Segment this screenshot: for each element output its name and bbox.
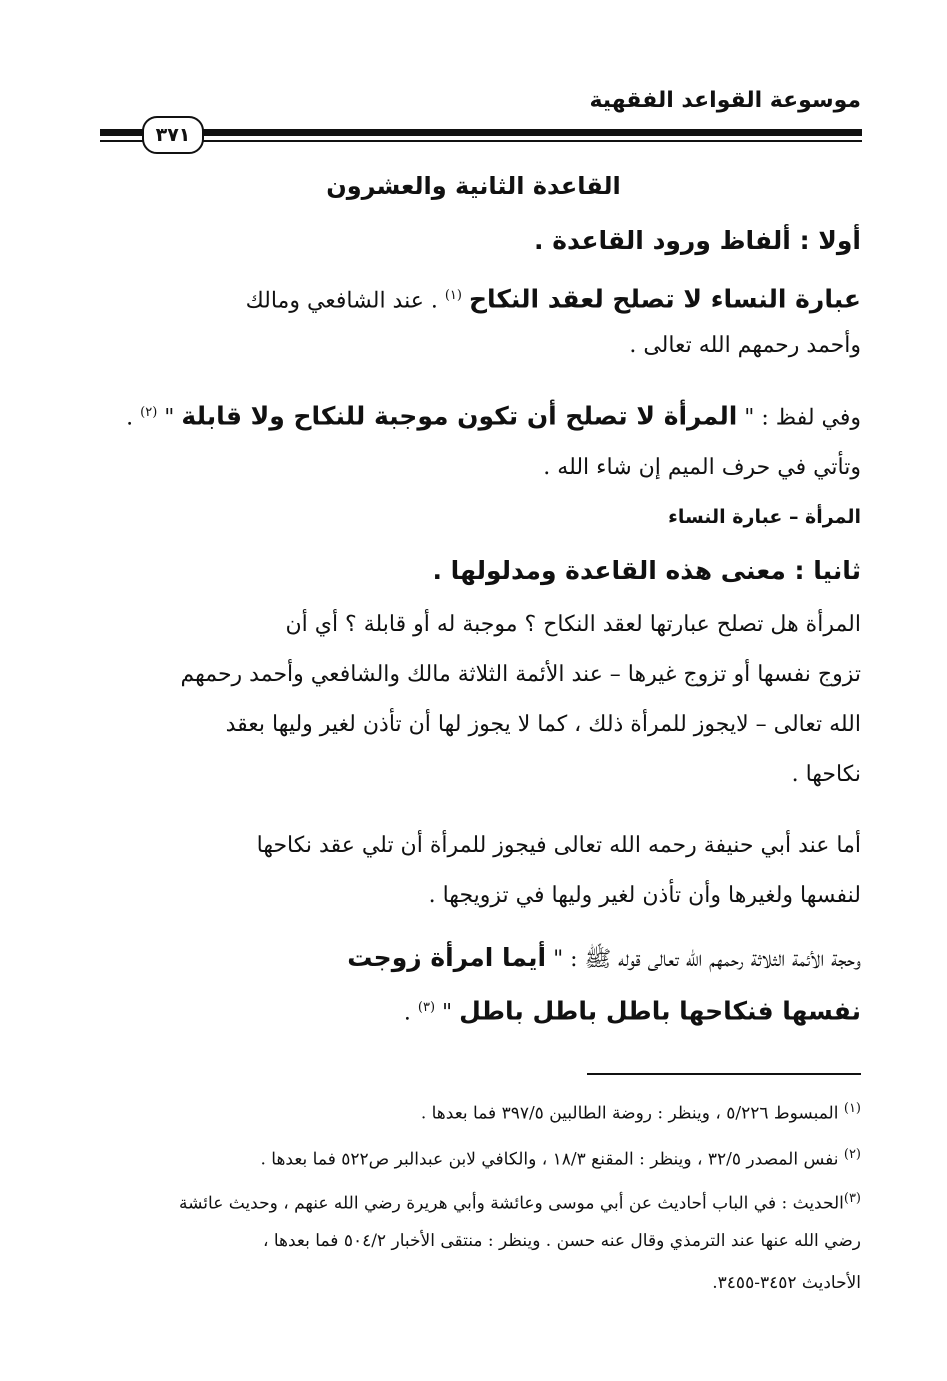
paragraph-line bbox=[100, 983, 861, 1033]
other-wording-bold: المرأة لا تصلح أن تكون موجبة للنكاح ولا قابلة bbox=[181, 401, 738, 431]
hadith-suffix: " bbox=[435, 1000, 460, 1026]
footnote-separator bbox=[587, 1073, 861, 1075]
paragraph-evidence bbox=[100, 933, 861, 1033]
footnote-ref-2[interactable]: (٢) bbox=[140, 405, 158, 420]
header-rule-thin bbox=[100, 140, 862, 142]
hadith-end: . bbox=[403, 1000, 418, 1026]
footnote-line bbox=[100, 1134, 861, 1176]
section-heading-wording: أولا : ألفاظ ورود القاعدة . bbox=[534, 226, 861, 255]
footnote-ref-3[interactable]: (٣) bbox=[417, 1000, 436, 1015]
other-wording-end: . bbox=[126, 405, 141, 431]
hadith-text-part1: أيما امرأة زوجت bbox=[347, 943, 547, 972]
footnote-line bbox=[100, 1178, 861, 1220]
paragraph-line: أما عند أبي حنيفة رحمه الله تعالى فيجوز للمرأة أن تلي عقد نكاحها bbox=[256, 833, 861, 858]
paragraph-line: نكاحها . bbox=[791, 762, 861, 787]
paragraph-line: تزوج نفسها أو تزوج غيرها – عند الأئمة الثلاثة مالك والشافعي وأحمد رحمهم bbox=[180, 662, 861, 687]
footnote-marker: (٣) bbox=[843, 1191, 861, 1206]
rule-statement-rest: . عند الشافعي ومالك bbox=[245, 288, 445, 314]
paragraph-meaning bbox=[100, 600, 861, 800]
rule-title: القاعدة الثانية والعشرون bbox=[326, 172, 621, 200]
evidence-intro: وحجة الأئمة الثلاثة رحمهم الله تعالى قوله ﷺ : " bbox=[546, 947, 861, 972]
paragraph-line bbox=[100, 388, 861, 438]
footnote-text: الحديث : في الباب أحاديث عن أبي موسى وعائشة وأبي هريرة رضي الله عنهم ، وحديث عائشة bbox=[179, 1193, 844, 1214]
paragraph-rule-statement bbox=[100, 271, 861, 371]
other-wording-prefix: وفي لفظ : " bbox=[737, 405, 861, 431]
page-number: ٣٧١ bbox=[142, 116, 204, 154]
header-rule-thick bbox=[100, 129, 862, 136]
paragraph-abu-hanifa bbox=[100, 821, 861, 921]
other-wording-suffix: " bbox=[157, 405, 182, 431]
paragraph-cross-reference bbox=[100, 443, 861, 493]
paragraph-line: المرأة هل تصلح عبارتها لعقد النكاح ؟ موجبة له أو قابلة ؟ أي أن bbox=[285, 612, 861, 637]
section-heading-meaning: ثانيا : معنى هذه القاعدة ومدلولها . bbox=[432, 556, 861, 585]
footnote-text: المبسوط ٥/٢٢٦ ، وينظر : روضة الطالبين ٣٩٧/٥ فما بعدها . bbox=[420, 1103, 839, 1124]
keywords-line: المرأة – عبارة النساء bbox=[668, 506, 861, 528]
footnote-ref-1[interactable]: (١) bbox=[444, 288, 462, 303]
footnote-line bbox=[100, 1088, 861, 1130]
rule-statement-bold: عبارة النساء لا تصلح لعقد النكاح bbox=[468, 284, 861, 314]
footnote-3 bbox=[100, 1178, 861, 1304]
running-title: موسوعة القواعد الفقهية bbox=[589, 88, 861, 113]
footnote-text: نفس المصدر ٣٢/٥ ، وينظر : المقنع ١٨/٣ ، والكافي لابن عبدالبر ص٥٢٢ فما بعدها . bbox=[260, 1149, 839, 1170]
paragraph-line: الله تعالى – لايجوز للمرأة ذلك ، كما لا يجوز لها أن تأذن لغير وليها بعقد bbox=[225, 712, 861, 737]
paragraph-line: لنفسها ولغيرها وأن تأذن لغير وليها في تزويجها . bbox=[428, 883, 861, 908]
paragraph-line: وتأتي في حرف الميم إن شاء الله . bbox=[543, 455, 861, 480]
paragraph-line bbox=[100, 933, 861, 983]
footnote-line: رضي الله عنها عند الترمذي وقال عنه حسن . وينظر : منتقى الأخبار ٥٠٤/٢ فما بعدها ، bbox=[262, 1231, 861, 1251]
footnote-line: الأحاديث ٣٤٥٢-٣٤٥٥. bbox=[712, 1273, 861, 1293]
hadith-text-part2: نفسها فنكاحها باطل باطل باطل bbox=[459, 996, 861, 1026]
footnote-marker: (٢) bbox=[843, 1147, 861, 1162]
paragraph-other-wording bbox=[100, 388, 861, 438]
paragraph-line bbox=[100, 271, 861, 321]
paragraph-line: وأحمد رحمهم الله تعالى . bbox=[629, 333, 861, 358]
footnote-1 bbox=[100, 1088, 861, 1130]
footnote-2 bbox=[100, 1134, 861, 1176]
footnote-marker: (١) bbox=[843, 1101, 861, 1116]
